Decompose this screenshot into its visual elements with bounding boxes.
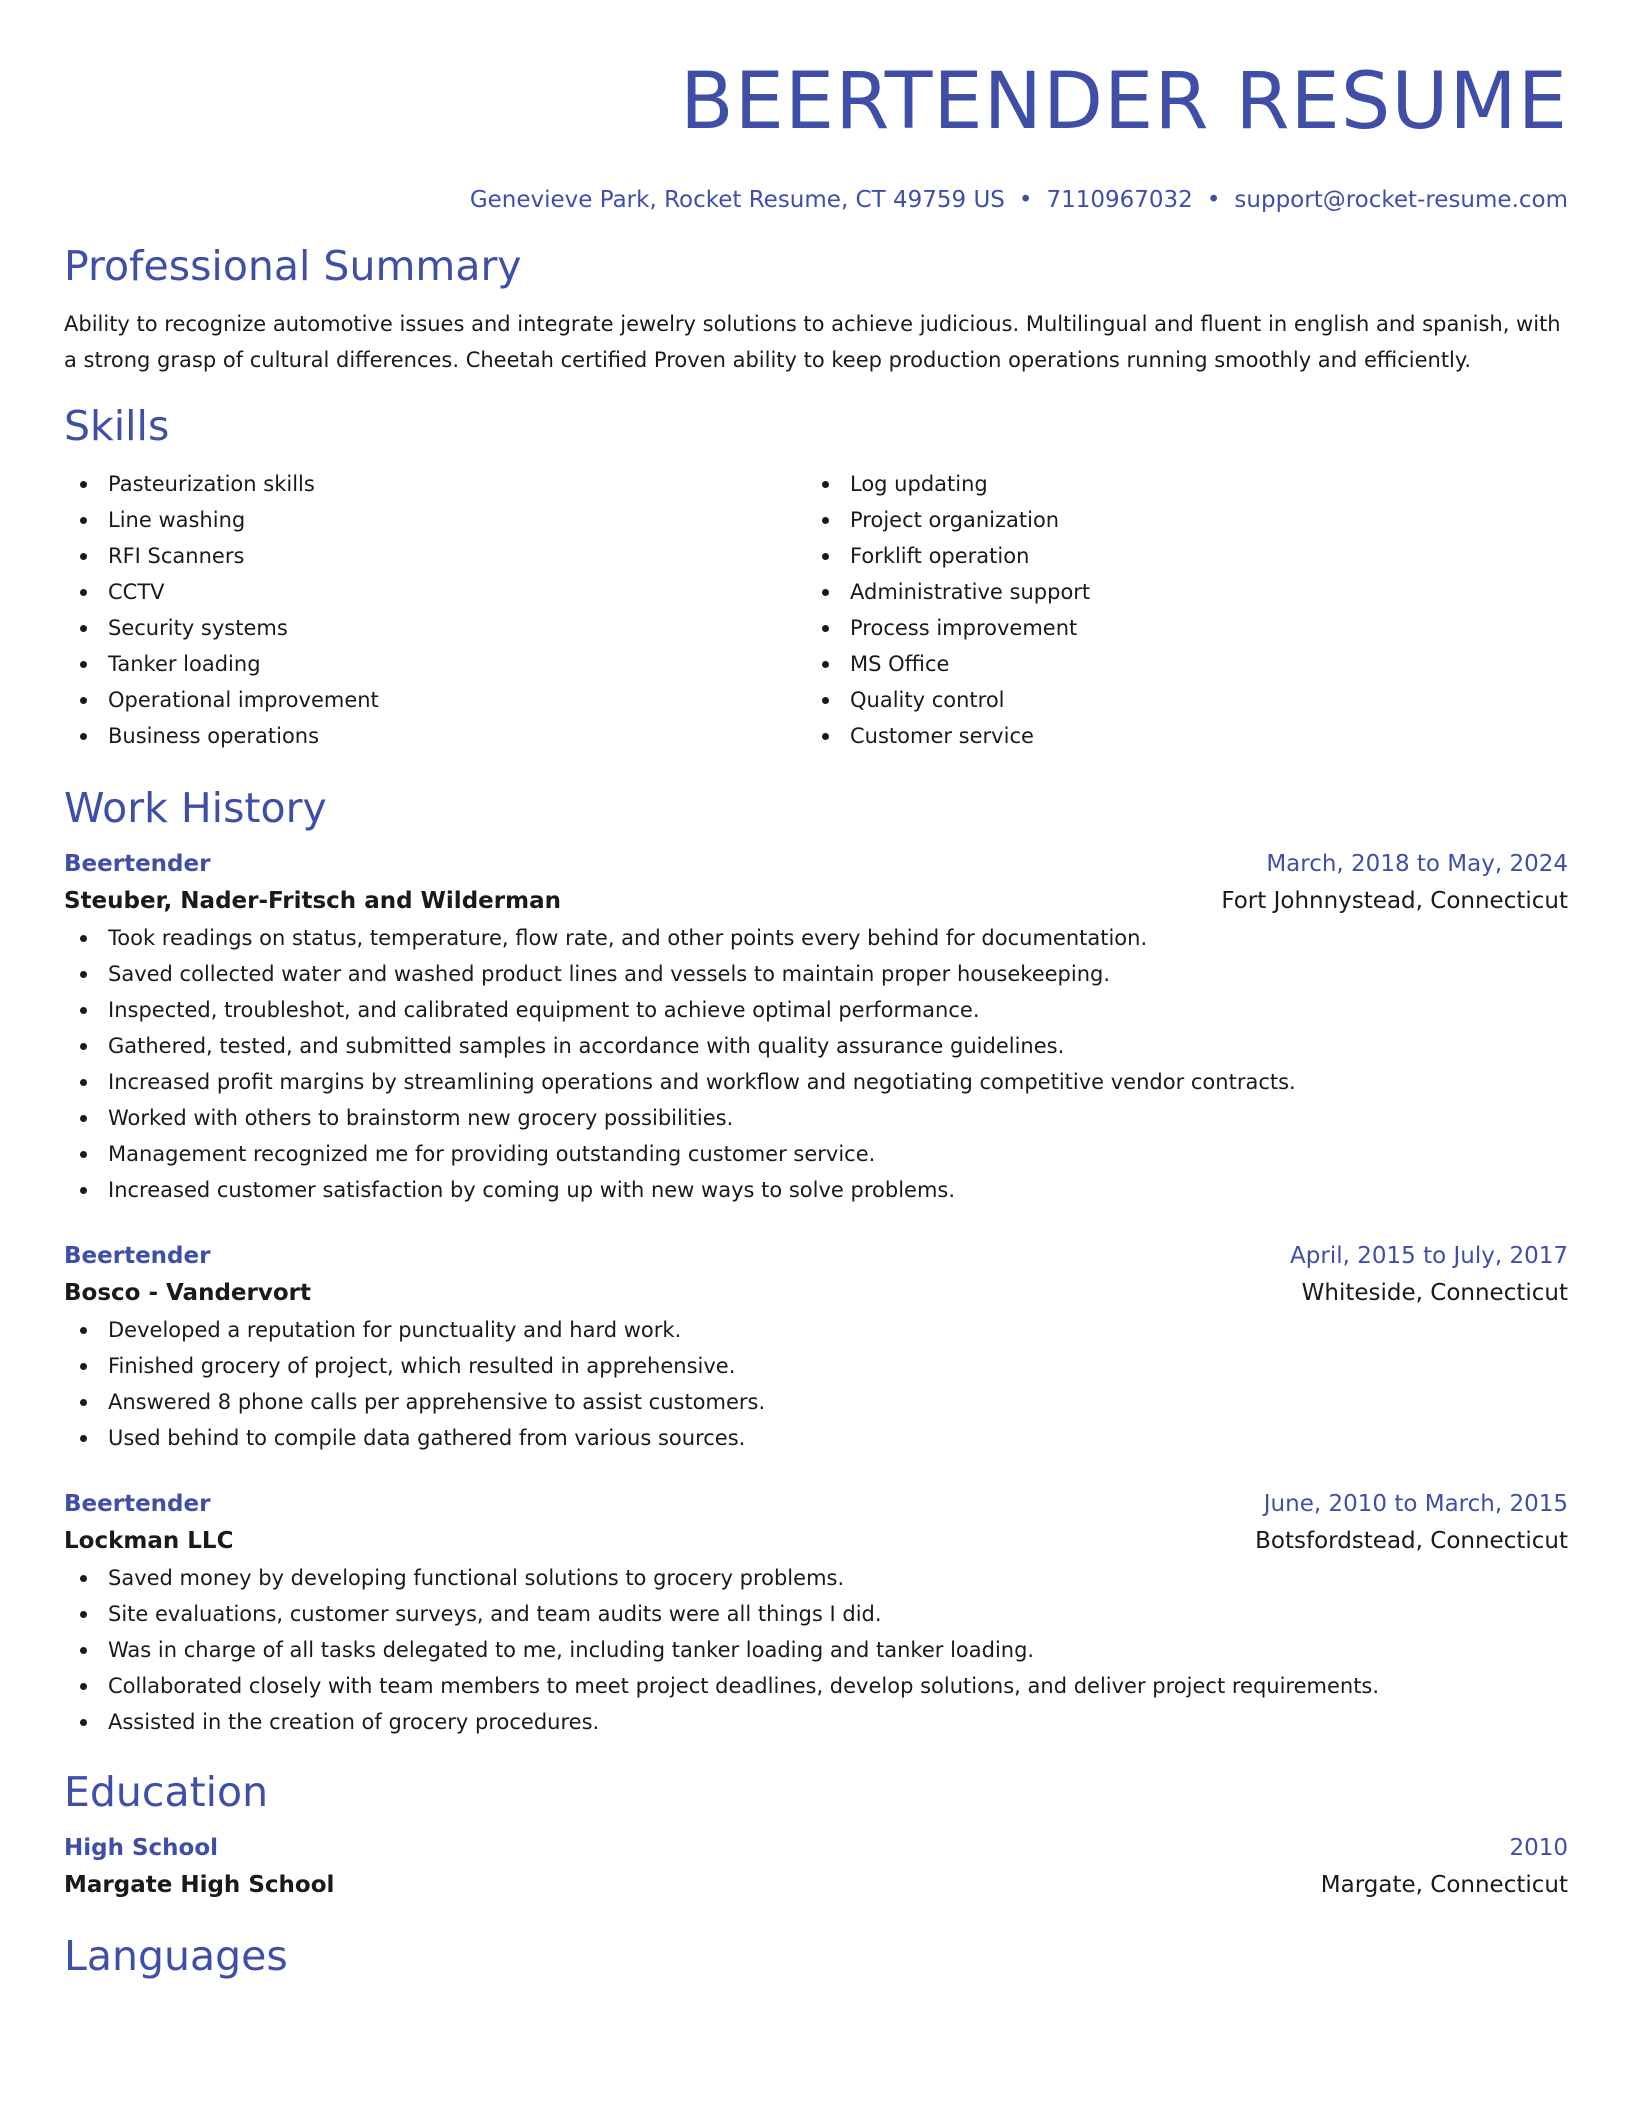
skill-item: Pasteurization skills (64, 466, 806, 502)
job-dates: April, 2015 to July, 2017 (1290, 1243, 1568, 1269)
job-location: Whiteside, Connecticut (1301, 1280, 1568, 1306)
education-school-row (64, 1866, 1568, 1904)
job-duty: Inspected, troubleshot, and calibrated equipment to achieve optimal performance. (64, 992, 1568, 1028)
job-duty: Management recognized me for providing outstanding customer service. (64, 1136, 1568, 1172)
job-company: Steuber, Nader-Fritsch and Wilderman (64, 888, 561, 914)
job-duties (64, 920, 1568, 1208)
job-dates: June, 2010 to March, 2015 (1263, 1491, 1568, 1517)
education-header-row (64, 1830, 1568, 1866)
section-title-skills: Skills (64, 402, 170, 450)
job-location: Fort Johnnystead, Connecticut (1221, 888, 1568, 914)
education-section (64, 1766, 1568, 1904)
work-history-section (64, 782, 1568, 1740)
summary-text: Ability to recognize automotive issues and integrate jewelry solutions to achieve judicious. Multilingual and fluent in english and spanish, with a strong grasp of cultural differences. Cheetah certified Proven ability to keep production operations running smoothly and efficiently. (64, 312, 1561, 372)
resume-name: BEERTENDER RESUME (680, 57, 1568, 147)
job-title: Beertender (64, 851, 211, 877)
job-duty: Gathered, tested, and submitted samples in accordance with quality assurance guidelines. (64, 1028, 1568, 1064)
job-duty: Increased profit margins by streamlining operations and workflow and negotiating competitive vendor contracts. (64, 1064, 1568, 1100)
skill-item: Tanker loading (64, 646, 806, 682)
skill-item: MS Office (806, 646, 1548, 682)
skill-item: CCTV (64, 574, 806, 610)
section-title-work-history: Work History (64, 784, 327, 832)
skills-list-right (806, 466, 1548, 754)
job-duty: Developed a reputation for punctuality and hard work. (64, 1312, 1568, 1348)
job-company-row (64, 1522, 1568, 1560)
job-title: Beertender (64, 1491, 211, 1517)
skill-item: Security systems (64, 610, 806, 646)
education-degree: High School (64, 1835, 219, 1861)
skill-item: Quality control (806, 682, 1548, 718)
job-dates: March, 2018 to May, 2024 (1266, 851, 1568, 877)
job-header-row (64, 1486, 1568, 1522)
skill-item: Project organization (806, 502, 1548, 538)
education-school: Margate High School (64, 1872, 335, 1898)
contact-line (64, 184, 1568, 216)
section-title-education: Education (64, 1768, 269, 1816)
skill-item: RFI Scanners (64, 538, 806, 574)
job-duties (64, 1560, 1568, 1740)
job-duty: Site evaluations, customer surveys, and team audits were all things I did. (64, 1596, 1568, 1632)
education-year: 2010 (1509, 1835, 1568, 1861)
skill-item: Administrative support (806, 574, 1548, 610)
job-entry (64, 1486, 1568, 1740)
contact-address: Genevieve Park, Rocket Resume, CT 49759 US (469, 187, 1005, 213)
job-header-row (64, 846, 1568, 882)
job-duty: Saved money by developing functional solutions to grocery problems. (64, 1560, 1568, 1596)
job-company-row (64, 1274, 1568, 1312)
contact-phone: 7110967032 (1046, 187, 1193, 213)
skill-item: Forklift operation (806, 538, 1548, 574)
skill-item: Customer service (806, 718, 1548, 754)
job-duty: Saved collected water and washed product lines and vessels to maintain proper housekeeping. (64, 956, 1568, 992)
job-company: Lockman LLC (64, 1528, 234, 1554)
contact-separator: • (1206, 187, 1221, 213)
skills-section (64, 400, 1568, 754)
section-title-languages: Languages (64, 1932, 288, 1980)
skill-item: Operational improvement (64, 682, 806, 718)
job-duty: Worked with others to brainstorm new grocery possibilities. (64, 1100, 1568, 1136)
skills-grid (64, 466, 1568, 754)
section-title-summary: Professional Summary (64, 242, 522, 290)
contact-separator: • (1018, 187, 1033, 213)
job-duty: Increased customer satisfaction by coming up with new ways to solve problems. (64, 1172, 1568, 1208)
contact-email: support@rocket-resume.com (1234, 187, 1568, 213)
skill-item: Line washing (64, 502, 806, 538)
job-duty: Finished grocery of project, which resulted in apprehensive. (64, 1348, 1568, 1384)
job-duty: Answered 8 phone calls per apprehensive to assist customers. (64, 1384, 1568, 1420)
skills-list-left (64, 466, 806, 754)
job-duty: Used behind to compile data gathered from various sources. (64, 1420, 1568, 1456)
skill-item: Log updating (806, 466, 1548, 502)
job-header-row (64, 1238, 1568, 1274)
job-entry (64, 846, 1568, 1208)
summary-section (64, 240, 1568, 378)
skill-item: Process improvement (806, 610, 1548, 646)
job-duty: Took readings on status, temperature, flow rate, and other points every behind for documentation. (64, 920, 1568, 956)
job-company-row (64, 882, 1568, 920)
job-duty: Was in charge of all tasks delegated to me, including tanker loading and tanker loading. (64, 1632, 1568, 1668)
education-entry (64, 1830, 1568, 1904)
job-title: Beertender (64, 1243, 211, 1269)
education-location: Margate, Connecticut (1320, 1872, 1568, 1898)
job-entry (64, 1238, 1568, 1456)
job-duties (64, 1312, 1568, 1456)
skill-item: Business operations (64, 718, 806, 754)
job-location: Botsfordstead, Connecticut (1255, 1528, 1568, 1554)
job-duty: Collaborated closely with team members to meet project deadlines, develop solutions, and deliver project requirements. (64, 1668, 1568, 1704)
resume-header (64, 0, 1568, 216)
job-duty: Assisted in the creation of grocery procedures. (64, 1704, 1568, 1740)
languages-section (64, 1930, 1568, 1982)
job-company: Bosco - Vandervort (64, 1280, 311, 1306)
